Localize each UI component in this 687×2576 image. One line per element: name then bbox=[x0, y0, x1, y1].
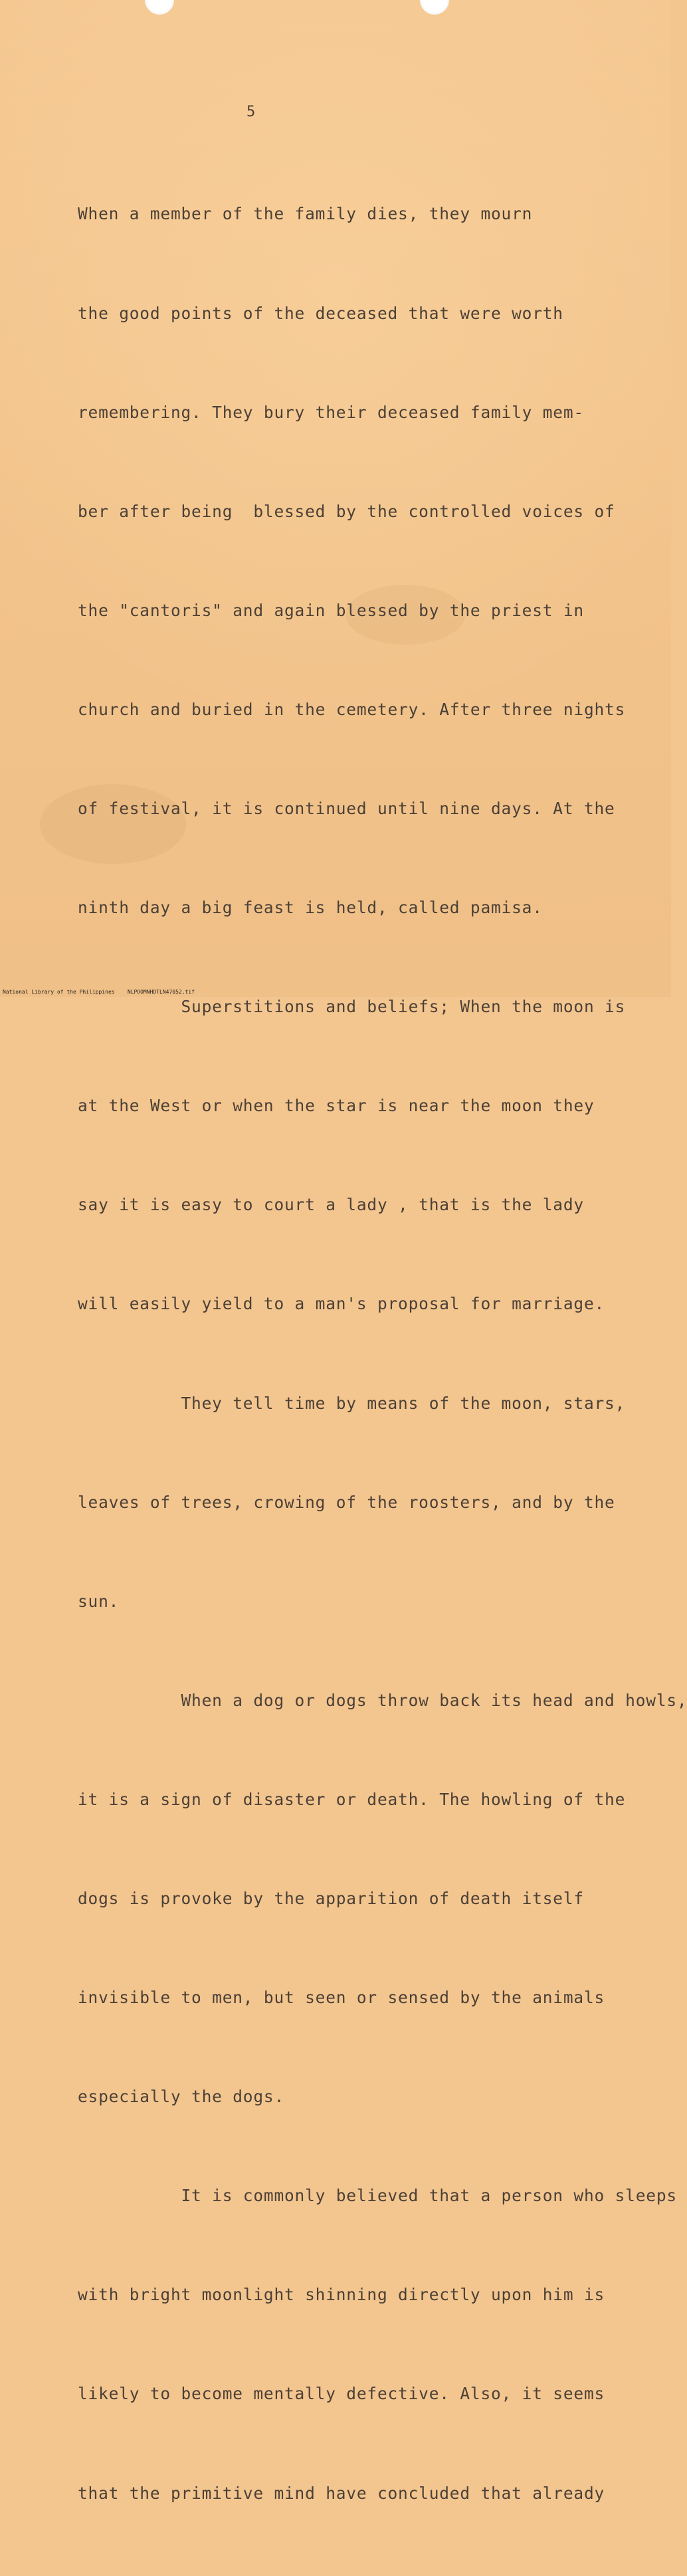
typed-text-body bbox=[78, 132, 687, 2576]
text-line: dogs is provoke by the apparition of death itself bbox=[78, 1889, 584, 1908]
text-line: likely to become mentally defective. Also, it seems bbox=[78, 2384, 605, 2404]
text-line: When a member of the family dies, they mourn bbox=[78, 204, 533, 224]
scan-footer bbox=[3, 989, 195, 996]
text-line: Superstitions and beliefs; When the moon is bbox=[78, 997, 626, 1017]
text-line: that the primitive mind have concluded that already bbox=[78, 2483, 605, 2503]
footer-source: National Library of the Philippines bbox=[3, 989, 115, 995]
text-line: It is commonly believed that a person who sleeps bbox=[78, 2186, 677, 2206]
text-line: ninth day a big feast is held, called pamisa. bbox=[78, 898, 543, 918]
text-line: invisible to men, but seen or sensed by the animals bbox=[78, 1988, 605, 2008]
text-line: sun. bbox=[78, 1591, 120, 1611]
text-line: the good points of the deceased that were worth bbox=[78, 303, 563, 323]
text-line: remembering. They bury their deceased family mem- bbox=[78, 402, 584, 422]
text-line: leaves of trees, crowing of the roosters, and by the bbox=[78, 1492, 615, 1512]
text-line: at the West or when the star is near the moon they bbox=[78, 1096, 595, 1116]
text-line: especially the dogs. bbox=[78, 2087, 285, 2107]
text-line: ber after being blessed by the controlled voices of bbox=[78, 501, 615, 521]
text-line: When a dog or dogs throw back its head and howls, bbox=[78, 1690, 687, 1710]
footer-filename: NLPOOMNHDTLN47052.tif bbox=[127, 989, 195, 995]
page-number: 5 bbox=[246, 104, 256, 120]
text-line: with bright moonlight shinning directly upon him is bbox=[78, 2285, 605, 2305]
text-line: They tell time by means of the moon, stars, bbox=[78, 1393, 626, 1413]
text-line: church and buried in the cemetery. After three nights bbox=[78, 699, 626, 719]
text-line: will easily yield to a man's proposal for marriage. bbox=[78, 1294, 605, 1314]
text-line: the "cantoris" and again blessed by the priest in bbox=[78, 600, 584, 620]
punch-hole-left bbox=[145, 0, 174, 15]
text-line: say it is easy to court a lady , that is the lady bbox=[78, 1195, 584, 1215]
punch-hole-right bbox=[420, 0, 449, 15]
text-line: of festival, it is continued until nine days. At the bbox=[78, 798, 615, 818]
text-line: it is a sign of disaster or death. The howling of the bbox=[78, 1789, 626, 1809]
